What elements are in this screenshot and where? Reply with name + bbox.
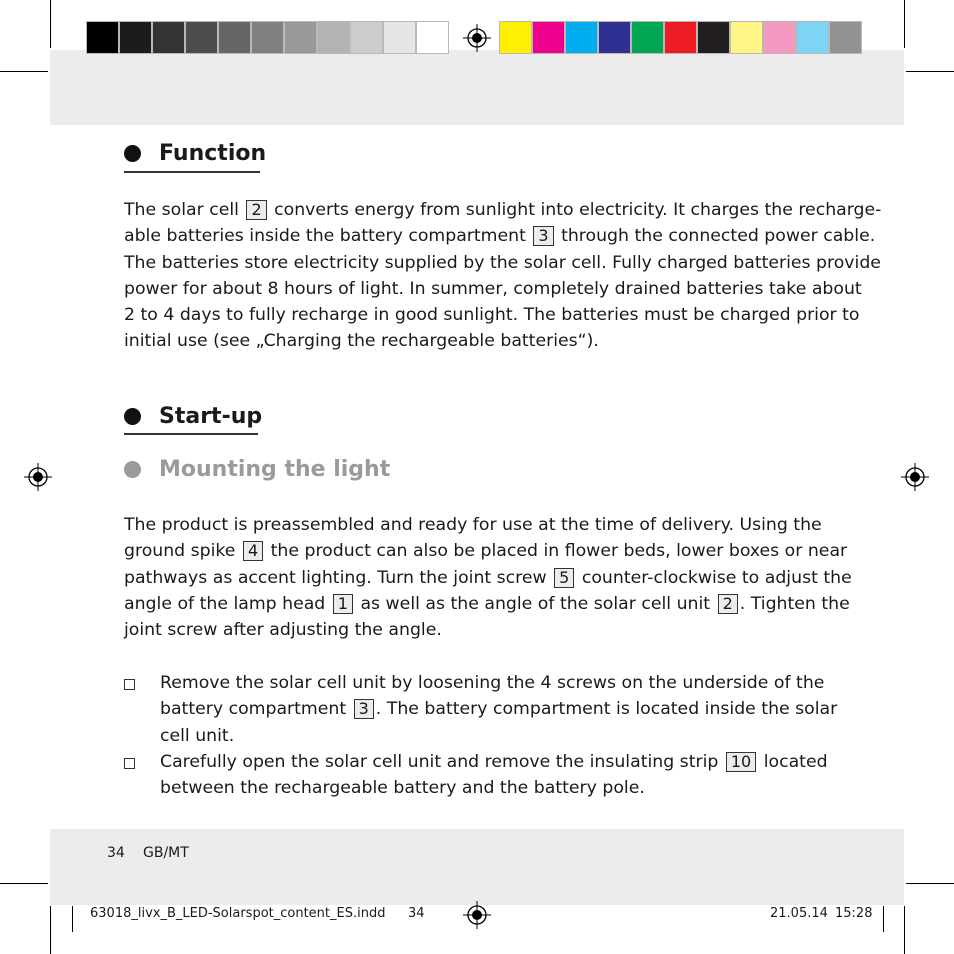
color-swatch	[697, 21, 730, 54]
crop-mark	[906, 71, 954, 72]
text-run: between the rechargeable battery and the battery pole.	[160, 778, 645, 799]
text-line	[160, 749, 828, 775]
square-bullet-icon	[124, 679, 135, 690]
registration-target-icon	[901, 463, 929, 491]
text-run: initial use (see „Charging the rechargeable batteries“).	[124, 331, 599, 352]
slug-time: 15:28	[835, 906, 873, 921]
text-run: battery compartment	[160, 699, 352, 720]
crop-mark	[72, 906, 73, 932]
text-line	[124, 617, 834, 643]
text-line	[124, 223, 876, 249]
heading-text: Function	[159, 141, 267, 166]
color-swatch	[499, 21, 532, 54]
color-swatch	[763, 21, 796, 54]
heading-underline	[124, 171, 260, 173]
crop-mark	[50, 906, 51, 954]
text-run: . The battery compartment is located inside the solar	[375, 699, 838, 720]
text-run: The solar cell	[124, 200, 245, 220]
square-bullet-icon	[124, 758, 135, 769]
part-reference-number: 3	[533, 226, 553, 246]
text-run: able batteries inside the battery compartment	[124, 226, 532, 247]
text-line	[124, 512, 834, 538]
crop-mark	[0, 883, 48, 884]
text-line	[124, 250, 881, 276]
color-swatch	[86, 21, 119, 54]
crop-mark	[904, 906, 905, 954]
color-swatch	[251, 21, 284, 54]
text-run: as well as the angle of the solar cell unit	[354, 593, 716, 614]
section-heading-function	[124, 141, 266, 166]
text-line	[124, 538, 848, 564]
color-swatch	[416, 21, 449, 54]
crop-mark	[50, 0, 51, 48]
text-line	[124, 328, 834, 354]
text-run: . Tighten the	[739, 593, 850, 614]
part-reference-number: 3	[354, 699, 374, 719]
crop-mark	[0, 71, 48, 72]
function-paragraph	[124, 197, 882, 355]
text-line	[124, 276, 862, 302]
text-line	[124, 591, 850, 617]
color-swatch	[598, 21, 631, 54]
color-swatch	[185, 21, 218, 54]
color-swatch	[284, 21, 317, 54]
mounting-paragraph	[124, 512, 852, 643]
color-swatch	[350, 21, 383, 54]
locale-label: GB/MT	[143, 845, 189, 861]
color-swatch	[796, 21, 829, 54]
text-line	[160, 696, 837, 722]
color-swatch	[152, 21, 185, 54]
text-run: pathways as accent lighting. Turn the joint screw	[124, 567, 553, 588]
slug-filename: 63018_livx_B_LED-Solarspot_content_ES.indd	[90, 906, 386, 921]
list-item	[124, 749, 834, 802]
heading-text: Mounting the light	[159, 457, 391, 482]
color-swatch	[317, 21, 350, 54]
part-reference-number: 2	[246, 200, 266, 220]
heading-text: Start-up	[159, 404, 263, 429]
text-line	[124, 565, 852, 591]
section-heading-startup	[124, 404, 262, 429]
crop-mark	[906, 883, 954, 884]
color-swatch	[119, 21, 152, 54]
text-run: power for about 8 hours of light. In summer, completely drained batteries take about	[124, 278, 862, 299]
grayscale-color-bar	[86, 21, 449, 54]
crop-mark	[904, 0, 905, 48]
bottom-gray-band	[50, 829, 904, 905]
bullet-icon	[124, 145, 141, 162]
color-swatch	[383, 21, 416, 54]
text-line	[160, 775, 828, 801]
bullet-icon	[124, 408, 141, 425]
text-line	[160, 723, 837, 749]
text-run: counter-clockwise to adjust the	[576, 567, 852, 588]
text-run: joint screw after adjusting the angle.	[124, 620, 442, 641]
text-run: Carefully open the solar cell unit and remove the insulating strip	[160, 752, 724, 772]
registration-target-icon	[463, 24, 491, 52]
text-line	[160, 670, 837, 696]
text-run: The batteries store electricity supplied by the solar cell. Fully charged batteries provide	[124, 252, 881, 273]
part-reference-number: 2	[718, 594, 738, 614]
slug-page: 34	[408, 906, 425, 921]
color-swatch	[532, 21, 565, 54]
page-number: 34	[107, 845, 125, 861]
registration-target-icon	[463, 901, 491, 929]
top-gray-band	[50, 50, 904, 125]
color-swatch	[730, 21, 763, 54]
text-run: The product is preassembled and ready for use at the time of delivery. Using the	[124, 515, 822, 535]
list-item	[124, 670, 838, 749]
text-run: cell unit.	[160, 725, 235, 746]
registration-target-icon	[24, 463, 52, 491]
color-swatch	[829, 21, 862, 54]
part-reference-number: 4	[243, 541, 263, 561]
text-run: angle of the lamp head	[124, 593, 331, 614]
section-heading-mounting	[124, 457, 390, 482]
slug-date: 21.05.14	[770, 906, 828, 921]
color-swatch	[218, 21, 251, 54]
text-run: 2 to 4 days to fully recharge in good sunlight. The batteries must be charged prior to	[124, 305, 860, 326]
color-swatch	[565, 21, 598, 54]
part-reference-number: 1	[333, 594, 353, 614]
text-line	[124, 197, 882, 223]
text-run: located	[758, 752, 828, 772]
text-run: Remove the solar cell unit by loosening the 4 screws on the underside of the	[160, 673, 825, 693]
text-run: through the connected power cable.	[555, 226, 876, 247]
part-reference-number: 5	[554, 568, 574, 588]
text-line	[124, 302, 860, 328]
color-swatch	[664, 21, 697, 54]
text-run: ground spike	[124, 541, 241, 562]
crop-mark	[883, 906, 884, 932]
text-run: converts energy from sunlight into electricity. It charges the recharge-	[268, 200, 882, 220]
process-color-bar	[499, 21, 862, 54]
part-reference-number: 10	[726, 752, 756, 772]
text-run: the product can also be placed in flower beds, lower boxes or near	[265, 541, 848, 562]
bullet-icon	[124, 461, 141, 478]
heading-underline	[124, 433, 258, 435]
color-swatch	[631, 21, 664, 54]
